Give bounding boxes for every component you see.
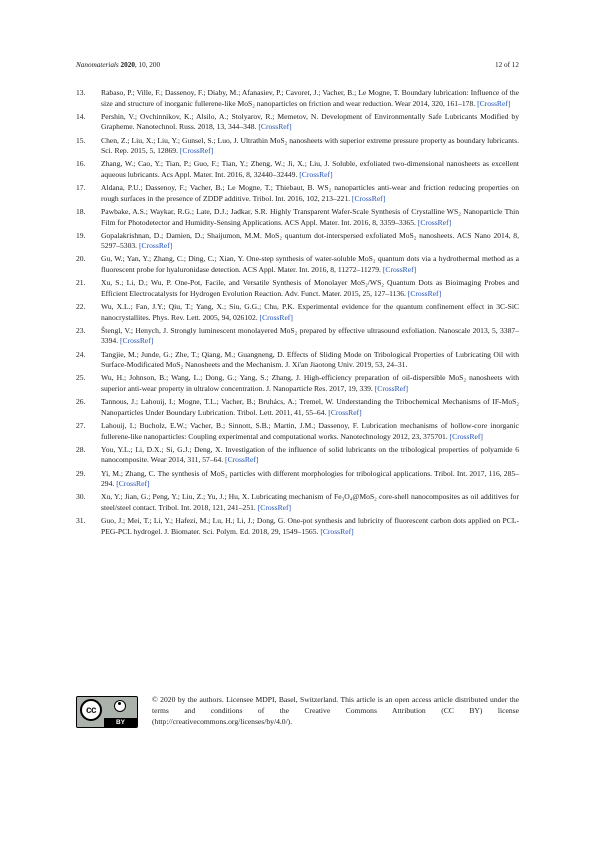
crossref-link[interactable]: [CrossRef] bbox=[116, 479, 150, 489]
reference-text: Xu, S.; Li, D.; Wu, P. One-Pot, Facile, and Versatile Synthesis of Monolayer MoS₂/WS₂ Quantum Dots as Bioimaging Probes and Efficient Electrocatalysts for Hydrogen Evolution Reaction. Adv. Funct. Mater. 2015, 25, 127–1136. bbox=[101, 278, 519, 298]
page-header bbox=[76, 59, 519, 71]
reference-number: 16. bbox=[76, 159, 86, 169]
reference-number: 19. bbox=[76, 230, 86, 240]
crossref-link[interactable]: [CrossRef] bbox=[477, 98, 511, 108]
reference-item bbox=[76, 159, 519, 180]
attribution-person-icon bbox=[114, 700, 126, 712]
reference-item bbox=[76, 373, 519, 394]
reference-item bbox=[76, 445, 519, 466]
reference-number: 24. bbox=[76, 349, 86, 359]
reference-list bbox=[76, 88, 519, 540]
crossref-link[interactable]: [CrossRef] bbox=[179, 146, 214, 156]
reference-text: Chen, Z.; Liu, X.; Liu, Y.; Gunsel, S.; Luo, J. Ultrathin MoS₂ nanosheets with superior extreme pressure property as boundary lubricants. Sci. Rep. 2015, 5, 12869. bbox=[101, 135, 519, 156]
crossref-link[interactable]: [CrossRef] bbox=[382, 265, 417, 275]
reference-item bbox=[76, 278, 519, 299]
reference-text: Gopalakrishnan, D.; Damien, D.; Shaijumon, M.M. MoS₂ quantum dot-interspersed exfoliated MoS₂ nanosheets. ACS Nano 2014, 8, 5297–5303. bbox=[101, 230, 519, 251]
reference-item bbox=[76, 254, 519, 275]
reference-number: 15. bbox=[76, 135, 86, 145]
reference-number: 17. bbox=[76, 183, 86, 193]
reference-number: 14. bbox=[76, 111, 86, 121]
crossref-link[interactable]: [CrossRef] bbox=[320, 526, 354, 536]
license-block bbox=[76, 694, 519, 730]
reference-number: 25. bbox=[76, 373, 86, 383]
page-number: 12 of 12 bbox=[495, 61, 519, 69]
journal-volume: , 10, 200 bbox=[134, 61, 161, 69]
reference-number: 23. bbox=[76, 325, 86, 335]
reference-text: Lahouij, I.; Bucholz, E.W.; Vacher, B.; Sinnott, S.B.; Martin, J.M.; Dassenoy, F. Lubrication mechanisms of hollow-core inorganic fullerene-like nanoparticles: Coupling experimental and computational works. Nanotechnology 2012, 23, 375701. bbox=[101, 420, 519, 441]
reference-number: 18. bbox=[76, 206, 86, 216]
reference-item bbox=[76, 112, 519, 133]
reference-text: You, Y.L.; Li, D.X.; Si, G.J.; Deng, X. Investigation of the influence of solid lubricants on the tribological properties of polyamide 6 nanocomposite. Wear 2014, 311, 57–64. bbox=[101, 444, 519, 465]
reference-text: Rabaso, P.; Ville, F.; Dassenoy, F.; Diaby, M.; Afanasiev, P.; Cavoret, J.; Vacher, B.; Le Mogne, T. Boundary lubrication: Influence of the size and structure of inorganic fullerene-like MoS₂ nanoparticles on friction and wear reduction. Wear 2014, 320, 161–178. bbox=[101, 88, 519, 108]
reference-text: Pawbake, A.S.; Waykar, R.G.; Late, D.J.; Jadkar, S.R. Highly Transparent Wafer-Scale Synthesis of Crystalline WS₂ Nanoparticle Thin Film for Photodetector and Humidity-Sensing Applications. ACS Appl. Mater. Int. 2016, 8, 3359–3365. bbox=[101, 206, 519, 227]
reference-item bbox=[76, 492, 519, 513]
reference-item bbox=[76, 516, 519, 537]
reference-number: 26. bbox=[76, 397, 86, 407]
license-text: © 2020 by the authors. Licensee MDPI, Basel, Switzerland. This article is an open access article distributed under the terms and conditions of the Creative Commons Attribution (CC BY) license (http://creativecommons.org/licenses/by/4.0/). bbox=[152, 695, 519, 726]
reference-number: 29. bbox=[76, 468, 86, 478]
crossref-link[interactable]: [CrossRef] bbox=[407, 288, 442, 298]
reference-text: Zhang, W.; Cao, Y.; Tian, P.; Guo, F.; Tian, Y.; Zheng, W.; Ji, X.; Liu, J. Soluble, exfoliated two-dimensional nanosheets as excellent aqueous lubricants. Acs Appl. Mater. Int. 2016, 8, 32440–32449. bbox=[101, 159, 519, 179]
reference-text: Gu, W.; Yan, Y.; Zhang, C.; Ding, C.; Xian, Y. One-step synthesis of water-soluble MoS₂ quantum dots via a hydrothermal method as a fluorescent probe for hyaluronidase detection. ACS Appl. Mater. Int. 2016, 8, 11272–11279. bbox=[101, 254, 519, 275]
reference-item bbox=[76, 88, 519, 109]
reference-text: Wu, X.L.; Fan, J.Y.; Qiu, T.; Yang, X.; Siu, G.G.; Chu, P.K. Experimental evidence for the quantum confinement effect in 3C-SiC nanocrystallites. Phys. Rev. Lett. 2005, 94, 026102. bbox=[101, 302, 519, 322]
reference-item bbox=[76, 326, 519, 347]
reference-number: 13. bbox=[76, 88, 86, 97]
reference-text: Xu, Y.; Jian, G.; Peng, Y.; Liu, Z.; Yu, J.; Hu, X. Lubricating mechanism of Fe₃O₄@MoS₂ core-shell nanocomposites as oil additives for steel/steel contact. Tribol. Int. 2018, 121, 241–251. bbox=[101, 492, 519, 512]
reference-text: Aldana, P.U.; Dassenoy, F.; Vacher, B.; Le Mogne, T.; Thiebaut, B. WS₂ nanoparticles anti-wear and friction reducing properties on rough surfaces in the presence of ZDDP additive. Tribol. Int. 2016, 102, 213–221. bbox=[101, 183, 519, 203]
reference-item bbox=[76, 397, 519, 418]
crossref-link[interactable]: [CrossRef] bbox=[417, 217, 452, 227]
crossref-link[interactable]: [CrossRef] bbox=[259, 312, 293, 322]
reference-number: 28. bbox=[76, 444, 86, 454]
cc-by-license-icon[interactable] bbox=[76, 696, 138, 728]
crossref-link[interactable]: [CrossRef] bbox=[328, 407, 362, 417]
reference-number: 22. bbox=[76, 302, 86, 312]
reference-text: Tangjie, M.; Junde, G.; Zhe, T.; Qiang, M.; Guangneng, D. Effects of Sliding Mode on Tribological Properties of Lubricating Oil with Surface-Modificated MoS₂ Nanosheets and the Mechanism. J. Xi'an Jiaotong Univ. 2019, 53, 24–31. bbox=[101, 349, 519, 370]
reference-item bbox=[76, 207, 519, 228]
crossref-link[interactable]: [CrossRef] bbox=[138, 241, 173, 251]
reference-item bbox=[76, 350, 519, 371]
reference-text: Wu, H.; Johnson, B.; Wang, L.; Dong, G.; Yang, S.; Zhang, J. High-efficiency preparation of oil-dispersible MoS₂ nanosheets with superior anti-wear property in ultralow concentration. J. Nanoparticle Res. 2017, 19, 339. bbox=[101, 373, 519, 393]
reference-text: Štengl, V.; Henych, J. Strongly luminescent monolayered MoS₂ prepared by effective ultrasound exfoliation. Nanoscale 2013, 5, 3387–3394. bbox=[101, 325, 519, 346]
reference-item bbox=[76, 469, 519, 490]
reference-item bbox=[76, 421, 519, 442]
crossref-link[interactable]: [CrossRef] bbox=[225, 455, 259, 465]
reference-number: 20. bbox=[76, 254, 86, 264]
cc-logo-icon: cc bbox=[80, 699, 102, 721]
crossref-link[interactable]: [CrossRef] bbox=[258, 122, 292, 132]
reference-item bbox=[76, 302, 519, 323]
journal-year: 2020 bbox=[120, 61, 135, 69]
reference-number: 21. bbox=[76, 278, 86, 288]
reference-item bbox=[76, 183, 519, 204]
crossref-link[interactable]: [CrossRef] bbox=[120, 336, 154, 346]
by-label: BY bbox=[104, 718, 137, 727]
reference-text: Guo, J.; Mei, T.; Li, Y.; Hafezi, M.; Lu, H.; Li, J.; Dong, G. One-pot synthesis and lubricity of fluorescent carbon dots applied on PCL-PEG-PCL hydrogel. J. Biomater. Sci. Polym. Ed. 2018, 29, 1549–1565. bbox=[101, 516, 519, 536]
reference-number: 27. bbox=[76, 420, 86, 430]
reference-item bbox=[76, 136, 519, 157]
reference-item bbox=[76, 231, 519, 252]
reference-text: Pershin, V.; Ovchinnikov, K.; Alsilo, A.; Stolyarov, R.; Memetov, N. Development of Environmentally Safe Lubricants Modified by Grapheme. Nanotechnol. Russ. 2018, 13, 344–348. bbox=[101, 111, 519, 132]
crossref-link[interactable]: [CrossRef] bbox=[374, 383, 409, 393]
journal-name: Nanomaterials bbox=[76, 61, 121, 69]
crossref-link[interactable]: [CrossRef] bbox=[449, 431, 483, 441]
crossref-link[interactable]: [CrossRef] bbox=[257, 502, 292, 512]
crossref-link[interactable]: [CrossRef] bbox=[299, 169, 333, 179]
reference-text: Yi, M.; Zhang, C. The synthesis of MoS₂ particles with different morphologies for tribological applications. Tribol. Int. 2017, 116, 285–294. bbox=[101, 468, 519, 489]
crossref-link[interactable]: [CrossRef] bbox=[351, 193, 386, 203]
reference-number: 30. bbox=[76, 492, 86, 502]
journal-citation bbox=[76, 61, 160, 69]
reference-text: Tannous, J.; Lahouij, I.; Mogne, T.L.; Vacher, B.; Bruhács, A.; Tremel, W. Understanding the Tribochemical Mechanisms of IF-MoS₂ Nanoparticles Under Boundary Lubrication. Tribol. Lett. 2011, 41, 55–64. bbox=[101, 397, 519, 417]
reference-number: 31. bbox=[76, 516, 86, 526]
